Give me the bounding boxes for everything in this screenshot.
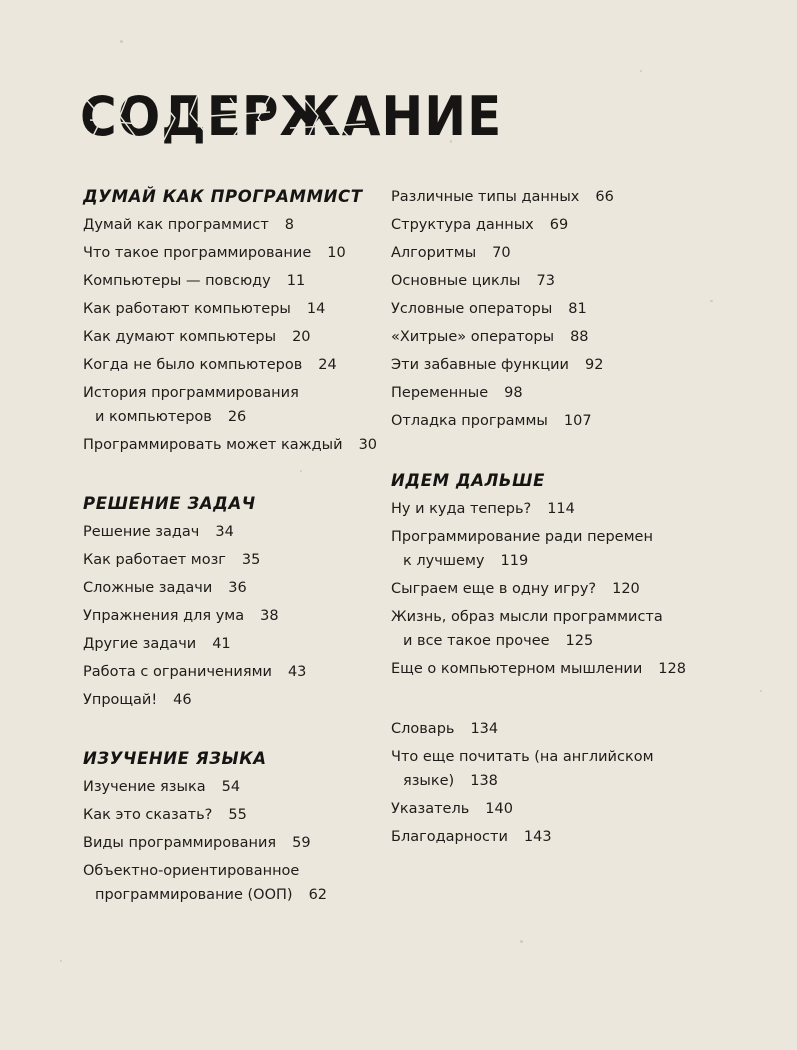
toc-entry[interactable]: Еще о компьютерном мышлении 128 [391,661,686,677]
section-heading: РЕШЕНИЕ ЗАДАЧ [83,494,256,513]
page-number: 140 [485,801,513,817]
toc-entry[interactable]: Благодарности 143 [391,829,552,845]
page-number: 55 [228,807,247,823]
toc-entry[interactable]: Ну и куда теперь? 114 [391,501,575,517]
toc-entry[interactable]: Указатель 140 [391,801,513,817]
toc-entry[interactable]: Переменные 98 [391,385,523,401]
page-number: 11 [286,273,306,289]
page-number: 119 [500,553,529,569]
toc-entry[interactable]: Как работают компьютеры 14 [83,301,326,317]
toc-entry[interactable]: Как думают компьютеры 20 [83,329,311,345]
page-number: 14 [306,301,326,317]
toc-entry[interactable]: Как это сказать? 55 [83,807,247,823]
toc-entry[interactable]: Программировать может каждый 30 [83,437,378,453]
page-number: 134 [470,721,499,737]
page-number: 59 [292,835,311,851]
page-number: 8 [284,217,294,233]
toc-entry[interactable]: Отладка программы 107 [391,413,592,429]
toc-entry[interactable]: Другие задачи 41 [83,636,231,652]
page-number: 41 [212,636,231,652]
page-number: 70 [492,245,511,261]
toc-entry[interactable]: Думай как программист 8 [83,217,294,233]
toc-left-column [83,183,383,909]
toc-entry[interactable]: Структура данных 69 [391,217,569,233]
page-number: 143 [523,829,552,845]
page-number: 46 [173,692,192,708]
page-number: 38 [260,608,279,624]
paper-speck [120,40,123,43]
page-title: СОДЕРЖАНИЕ [80,85,503,148]
page-number: 120 [612,581,640,597]
page-number: 62 [308,887,328,903]
toc-entry[interactable]: Изучение языка 54 [83,779,241,795]
page-number: 125 [565,633,594,649]
page-number: 69 [549,217,569,233]
toc-entry[interactable]: Условные операторы 81 [391,301,587,317]
page-number: 138 [470,773,498,789]
page-number: 98 [504,385,523,401]
page-number: 92 [584,357,604,373]
toc-entry[interactable]: Программирование ради перемен к лучшему 119 [391,529,653,569]
toc-entry[interactable]: Объектно-ориентированное программирование (ООП) 62 [83,863,328,903]
page-number: 88 [570,329,589,345]
page-number: 36 [228,580,247,596]
toc-right-column [391,183,771,851]
toc-entry[interactable]: История программирования и компьютеров 26 [83,385,299,425]
paper-speck [520,940,523,943]
page-number: 43 [287,664,307,680]
page-number: 107 [563,413,592,429]
toc-entry[interactable]: Жизнь, образ мысли программиста и все такое прочее 125 [391,609,663,649]
toc-entry[interactable]: «Хитрые» операторы 88 [391,329,589,345]
page-number: 114 [547,501,575,517]
page-number: 128 [658,661,686,677]
toc-entry[interactable]: Компьютеры — повсюду 11 [83,273,306,289]
toc-entry[interactable]: Решение задач 34 [83,524,234,540]
toc-entry[interactable]: Сложные задачи 36 [83,580,247,596]
section-heading: ИДЕМ ДАЛЬШЕ [391,471,545,490]
toc-entry[interactable]: Когда не было компьютеров 24 [83,357,337,373]
section-heading: ДУМАЙ КАК ПРОГРАММИСТ [83,187,363,206]
paper-speck [640,70,642,72]
page-number: 66 [595,189,614,205]
page-number: 10 [327,245,346,261]
section-heading: ИЗУЧЕНИЕ ЯЗЫКА [83,749,267,768]
toc-entry[interactable]: Виды программирования 59 [83,835,311,851]
toc-entry[interactable]: Как работает мозг 35 [83,552,261,568]
toc-entry[interactable]: Словарь 134 [391,721,499,737]
toc-entry[interactable]: Упрощай! 46 [83,692,192,708]
page-number: 26 [227,409,247,425]
page-number: 73 [536,273,555,289]
page-number: 81 [568,301,587,317]
title-crack-texture [80,88,375,146]
toc-entry[interactable]: Сыграем еще в одну игру? 120 [391,581,640,597]
page-number: 30 [358,437,378,453]
toc-entry[interactable]: Основные циклы 73 [391,273,555,289]
toc-entry[interactable]: Что такое программирование 10 [83,245,346,261]
page-number: 20 [292,329,311,345]
toc-entry[interactable]: Упражнения для ума 38 [83,608,279,624]
toc-entry[interactable]: Эти забавные функции 92 [391,357,604,373]
paper-speck [60,960,62,962]
page-number: 24 [318,357,337,373]
page-number: 35 [241,552,261,568]
toc-entry[interactable]: Работа с ограничениями 43 [83,664,307,680]
page-number: 54 [221,779,241,795]
page-number: 34 [215,524,234,540]
toc-entry[interactable]: Различные типы данных 66 [391,189,614,205]
toc-entry[interactable]: Алгоритмы 70 [391,245,511,261]
toc-entry[interactable]: Что еще почитать (на английском языке) 138 [391,749,654,789]
